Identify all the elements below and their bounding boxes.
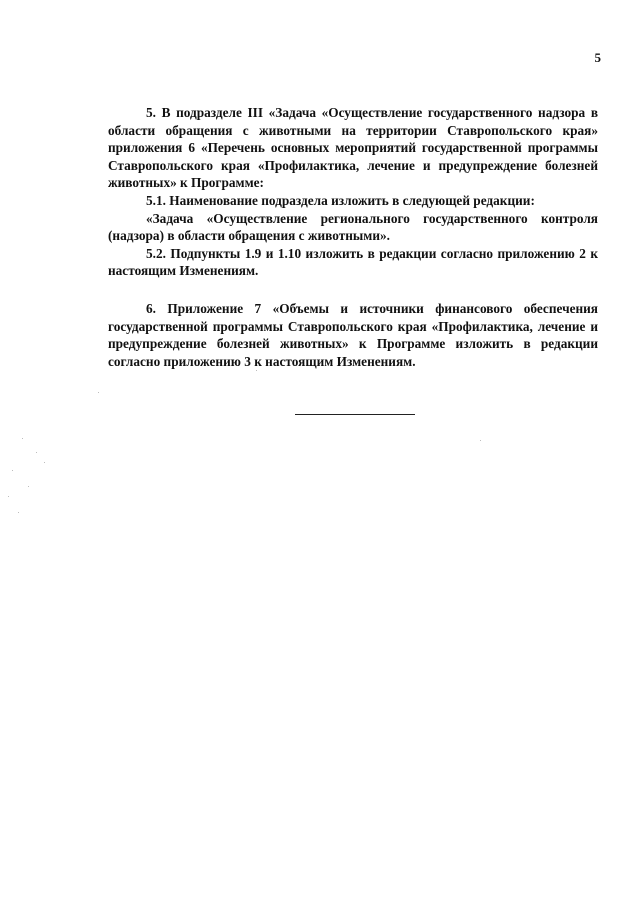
paragraph-gap <box>108 280 598 300</box>
paragraph-5-2: 5.2. Подпункты 1.9 и 1.10 изложить в редакции согласно приложению 2 к настоящим Изменениям. <box>108 245 598 279</box>
scan-speck <box>18 512 19 513</box>
page-number: 5 <box>594 50 601 65</box>
scan-speck <box>44 462 45 463</box>
document-body <box>108 104 598 370</box>
scan-speck <box>28 486 29 487</box>
scan-speck <box>98 392 99 393</box>
paragraph-5-1-quote: «Задача «Осуществление регионального государственного контроля (надзора) в области обращения с животными». <box>108 210 598 244</box>
scan-speck <box>8 496 9 497</box>
scan-speck <box>22 438 23 439</box>
scan-speck <box>256 370 257 371</box>
closing-rule <box>295 414 415 415</box>
paragraph-5-1: 5.1. Наименование подраздела изложить в следующей редакции: <box>146 192 535 208</box>
scan-speck <box>12 470 13 471</box>
paragraph-6: 6. Приложение 7 «Объемы и источники финансового обеспечения государственной программы Ставропольского края «Профилактика, лечение и предупреждение болезней животных» к Программе изложить в редакции согласно приложению 3 к настоящим Изменениям. <box>108 300 598 369</box>
scan-speck <box>480 440 481 441</box>
paragraph-5: 5. В подразделе III «Задача «Осуществление государственного надзора в области обращения с животными на территории Ставропольского края» приложения 6 «Перечень основных мероприятий государственной программы Ставропольского края «Профилактика, лечение и предупреждение болезней животных» к Программе: <box>108 105 598 191</box>
scan-speck <box>36 452 37 453</box>
